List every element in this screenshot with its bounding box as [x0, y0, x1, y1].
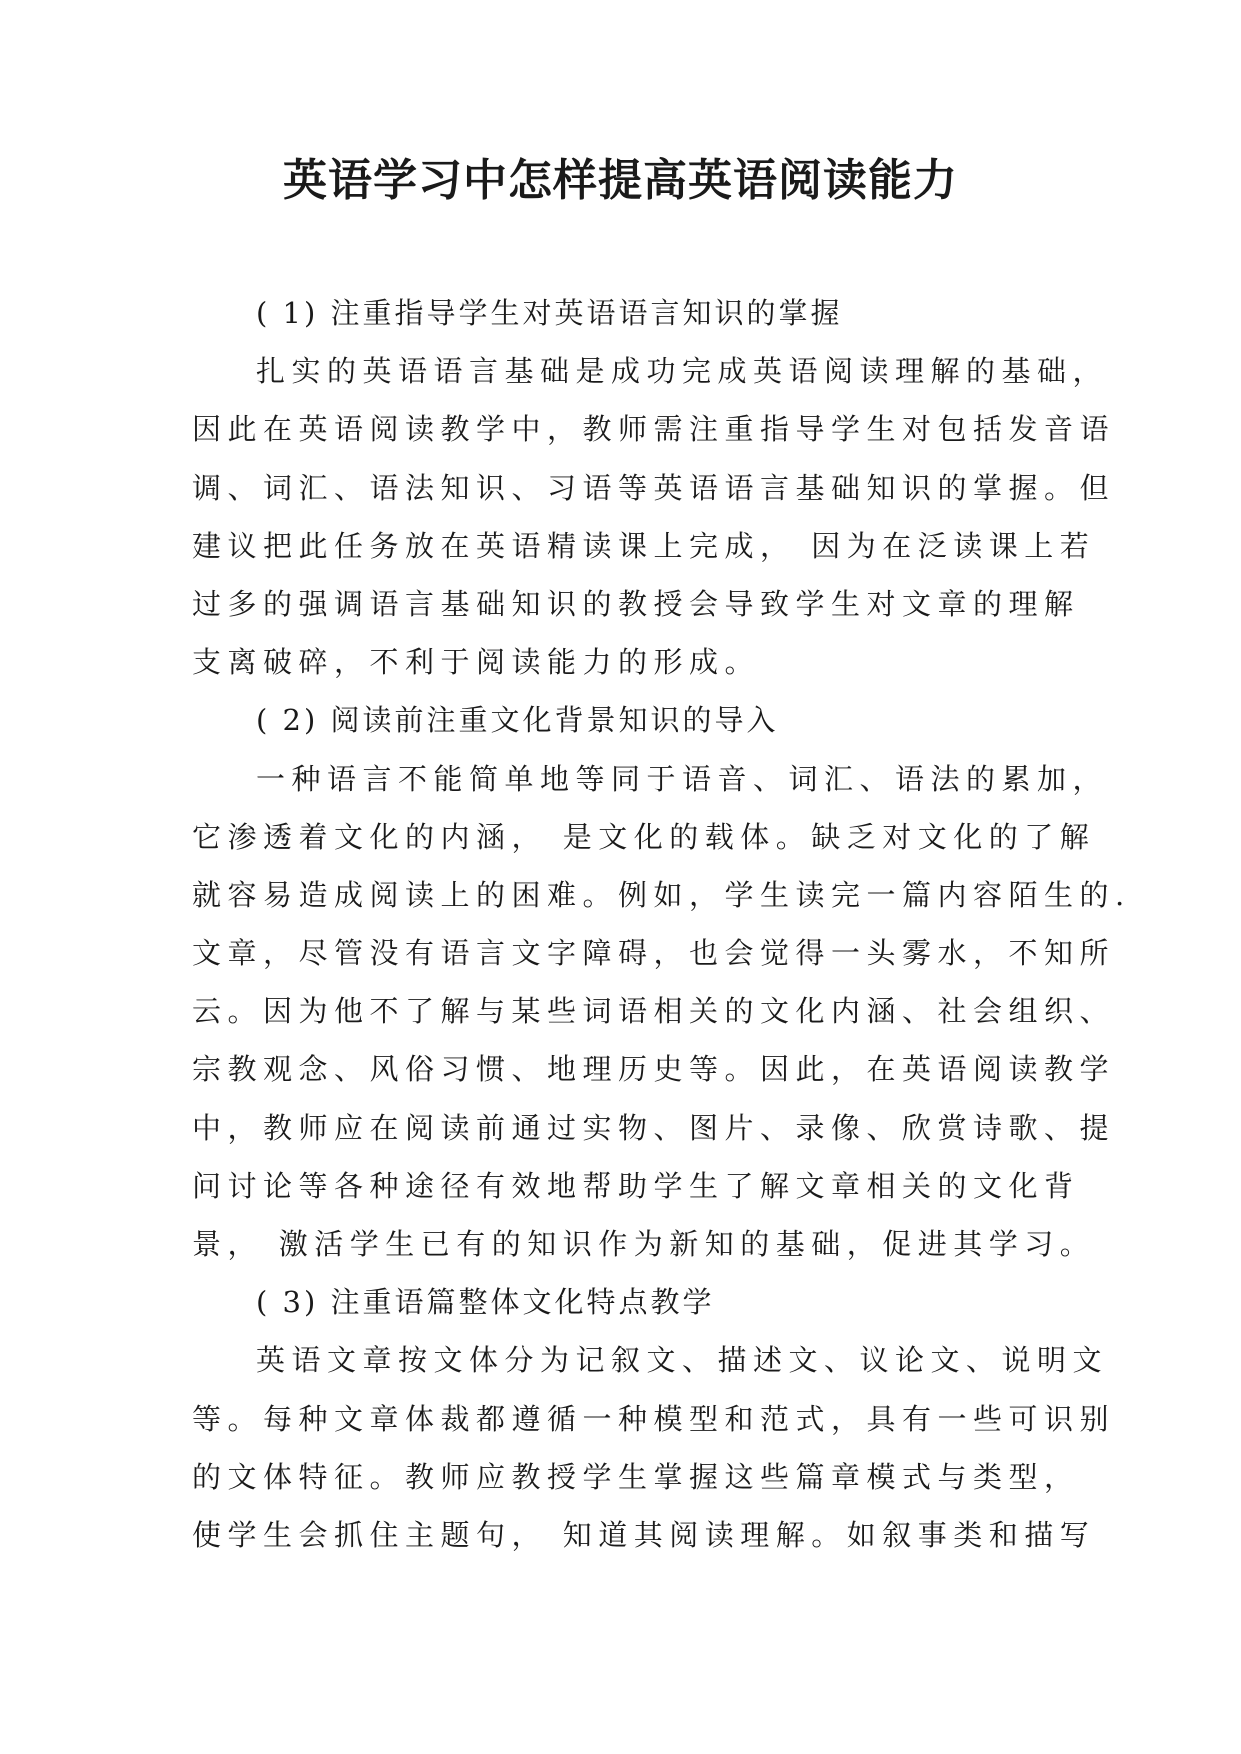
paragraph-line: 调、词汇、语法知识、习语等英语语言基础知识的掌握。但 [192, 470, 1116, 505]
paragraph-line: 一种语言不能简单地等同于语音、词汇、语法的累加， [256, 761, 1109, 796]
paragraph-line: 的文体特征。教师应教授学生掌握这些篇章模式与类型， [192, 1459, 1080, 1494]
paragraph-line: 支离破碎，不利于阅读能力的形成。 [192, 645, 761, 680]
paragraph-line: 中，教师应在阅读前通过实物、图片、录像、欣赏诗歌、提 [192, 1110, 1116, 1145]
paragraph-line: 等。每种文章体裁都遵循一种模型和范式，具有一些可识别 [192, 1401, 1116, 1436]
paragraph-line: 扎实的英语语言基础是成功完成英语阅读理解的基础， [256, 354, 1109, 389]
paragraph-line: 它渗透着文化的内涵， 是文化的载体。缺乏对文化的了解 [192, 819, 1096, 854]
section-heading-3: ( 3) 注重语篇整体文化特点教学 [256, 1285, 715, 1320]
paragraph-line: 英语文章按文体分为记叙文、描述文、议论文、说明文 [256, 1343, 1109, 1378]
paragraph-line: 云。因为他不了解与某些词语相关的文化内涵、社会组织、 [192, 994, 1116, 1029]
paragraph-line: 使学生会抓住主题句， 知道其阅读理解。如叙事类和描写 [192, 1517, 1096, 1552]
document-title: 英语学习中怎样提高英语阅读能力 [283, 155, 958, 206]
section-heading-1: ( 1) 注重指导学生对英语语言知识的掌握 [256, 296, 843, 330]
paragraph-line: 因此在英语阅读教学中，教师需注重指导学生对包括发音语 [192, 412, 1116, 447]
section-heading-2: ( 2) 阅读前注重文化背景知识的导入 [256, 703, 779, 738]
paragraph-line: 问讨论等各种途径有效地帮助学生了解文章相关的文化背 [192, 1168, 1080, 1203]
paragraph-line: 就容易造成阅读上的困难。例如，学生读完一篇内容陌生的. [192, 877, 1131, 912]
paragraph-line: 文章，尽管没有语言文字障碍，也会觉得一头雾水，不知所 [192, 936, 1116, 971]
paragraph-line: 宗教观念、风俗习惯、地理历史等。因此，在英语阅读教学 [192, 1052, 1116, 1087]
paragraph-line: 过多的强调语言基础知识的教授会导致学生对文章的理解 [192, 586, 1080, 621]
document-body [192, 284, 1131, 1564]
paragraph-line: 景， 激活学生已有的知识作为新知的基础，促进其学习。 [192, 1227, 1096, 1261]
paragraph-line: 建议把此任务放在英语精读课上完成， 因为在泛读课上若 [192, 528, 1096, 563]
